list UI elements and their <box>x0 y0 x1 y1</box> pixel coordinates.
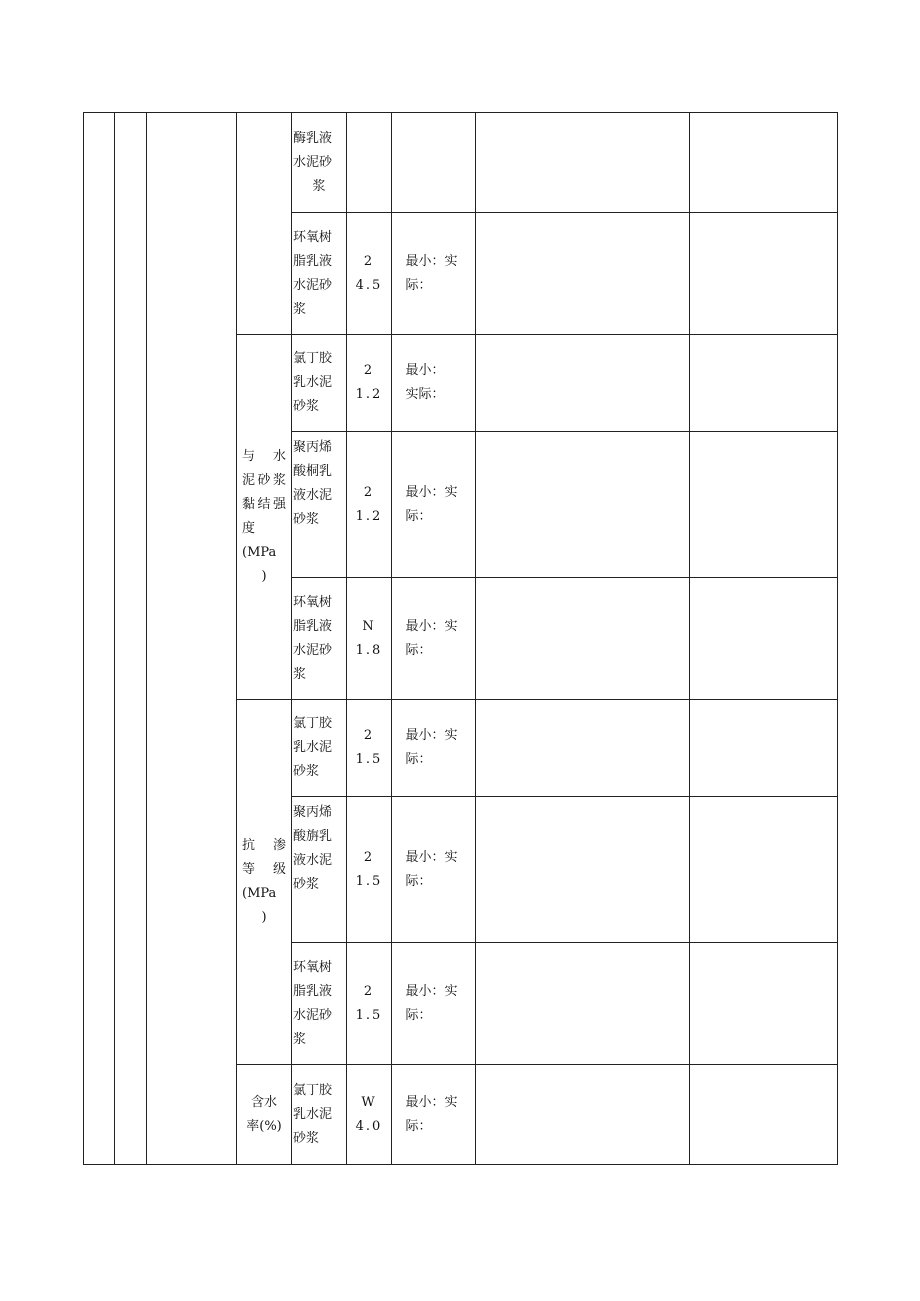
standard-line: 1.8 <box>355 642 383 658</box>
remark-cell[interactable] <box>690 700 838 797</box>
section-cell <box>147 113 237 1165</box>
table-row <box>84 113 838 213</box>
standard-cell <box>347 213 392 335</box>
measured-line: 最小：实 <box>405 728 458 743</box>
result-cell[interactable] <box>476 700 690 797</box>
material-line: 乳水泥 <box>293 1106 333 1122</box>
standard-cell <box>347 578 392 700</box>
material-line: 砂浆 <box>293 764 320 779</box>
measured-line: 最小：实 <box>405 983 458 999</box>
material-line: 脂乳液 <box>293 618 333 634</box>
material-line: 酸旃乳 <box>293 829 333 844</box>
material-line: 水泥砂 <box>293 1007 333 1023</box>
material-line: 砂浆 <box>293 512 320 527</box>
material-line: 脂乳液 <box>293 983 333 999</box>
result-cell[interactable] <box>476 797 690 943</box>
standard-line: 2 <box>363 484 375 500</box>
standard-line: 1.2 <box>355 387 383 402</box>
test-item-line: 度(MPa <box>242 521 277 560</box>
material-cell <box>292 335 347 432</box>
standard-line: 4.0 <box>355 1118 383 1134</box>
test-item-line: ) <box>261 569 267 584</box>
material-line: 砂浆 <box>293 877 320 892</box>
result-cell[interactable] <box>476 943 690 1065</box>
test-item-line: ) <box>261 910 267 925</box>
measured-line: 最小：实 <box>405 1094 458 1110</box>
standard-cell <box>347 797 392 943</box>
measured-cell <box>392 432 476 578</box>
material-cell <box>292 797 347 943</box>
standard-line: W <box>361 1094 377 1110</box>
standard-line: 1.2 <box>355 508 383 524</box>
standard-line: 1.5 <box>355 873 383 889</box>
standard-cell <box>347 1065 392 1165</box>
material-cell <box>292 113 347 213</box>
result-cell[interactable] <box>476 113 690 213</box>
test-item-line: 黏结强 <box>242 497 286 512</box>
measured-line: 际： <box>405 1007 432 1023</box>
measured-line: 实际： <box>405 387 445 402</box>
test-item-cell <box>237 335 292 700</box>
standard-line: 2 <box>363 983 375 999</box>
material-line: 环氧树 <box>293 229 333 245</box>
remark-cell[interactable] <box>690 432 838 578</box>
remark-cell[interactable] <box>690 335 838 432</box>
measured-cell <box>392 578 476 700</box>
measured-line: 际： <box>405 1118 432 1134</box>
standard-line: N <box>362 618 376 634</box>
material-line: 砂浆 <box>293 1130 320 1146</box>
standard-cell <box>347 943 392 1065</box>
test-item-line: 含水 <box>250 1094 277 1110</box>
test-item-cell <box>237 700 292 1065</box>
result-cell[interactable] <box>476 432 690 578</box>
index-cell <box>84 113 115 1165</box>
result-cell[interactable] <box>476 213 690 335</box>
material-line: 乳水泥 <box>293 740 333 755</box>
remark-cell[interactable] <box>690 113 838 213</box>
measured-cell <box>392 797 476 943</box>
material-line: 液水泥 <box>293 488 333 503</box>
measured-line: 最小：实 <box>405 618 458 634</box>
measured-cell <box>392 700 476 797</box>
test-item-cell <box>237 1065 292 1165</box>
material-cell <box>292 943 347 1065</box>
material-line: 聚丙烯 <box>293 440 333 455</box>
material-line: 乳水泥 <box>293 375 333 390</box>
material-cell <box>292 578 347 700</box>
material-cell <box>292 432 347 578</box>
measured-line: 际： <box>405 642 432 658</box>
measured-line: 最小：实 <box>405 253 458 269</box>
measured-line: 最小： <box>405 363 445 378</box>
standard-cell <box>347 432 392 578</box>
standard-line: 2 <box>363 253 375 269</box>
standard-line: 2 <box>363 728 375 743</box>
standard-line: 2 <box>363 363 375 378</box>
standard-cell <box>347 113 392 213</box>
remark-cell[interactable] <box>690 943 838 1065</box>
material-line: 氯丁胶 <box>293 351 333 366</box>
measured-cell <box>392 943 476 1065</box>
measured-cell <box>392 113 476 213</box>
material-line: 浆 <box>293 1031 307 1047</box>
test-item-line: 率(%) <box>246 1118 282 1134</box>
material-cell <box>292 213 347 335</box>
material-line: 浆 <box>293 301 307 317</box>
material-line: 液水泥 <box>293 853 333 868</box>
material-line: 环氧树 <box>293 959 333 975</box>
material-line: 水泥砂 <box>293 154 333 170</box>
category-cell <box>115 113 147 1165</box>
test-item-line: (MPa <box>242 886 277 901</box>
test-item-cell <box>237 113 292 335</box>
standard-cell <box>347 335 392 432</box>
standard-cell <box>347 700 392 797</box>
material-line: 环氧树 <box>293 594 333 610</box>
measured-line: 最小：实 <box>405 849 458 865</box>
result-cell[interactable] <box>476 335 690 432</box>
measured-line: 际： <box>405 508 432 524</box>
remark-cell[interactable] <box>690 1065 838 1165</box>
material-line: 聚丙烯 <box>293 805 333 820</box>
material-line: 脂乳液 <box>293 253 333 269</box>
standard-line: 1.5 <box>355 1007 383 1023</box>
material-line: 浆 <box>293 666 307 682</box>
remark-cell[interactable] <box>690 578 838 700</box>
test-item-line: 等 级 <box>242 862 286 877</box>
standard-line: 4.5 <box>355 277 383 293</box>
measured-line: 际： <box>405 752 432 767</box>
result-cell[interactable] <box>476 578 690 700</box>
material-cell <box>292 700 347 797</box>
standard-line: 2 <box>363 849 375 865</box>
remark-cell[interactable] <box>690 797 838 943</box>
test-item-line: 与 水 <box>242 449 286 464</box>
material-line: 氯丁胶 <box>293 1082 333 1098</box>
material-cell <box>292 1065 347 1165</box>
material-line: 酸桐乳 <box>293 464 333 479</box>
measured-cell <box>392 335 476 432</box>
result-cell[interactable] <box>476 1065 690 1165</box>
measured-line: 际： <box>405 873 432 889</box>
measured-cell <box>392 213 476 335</box>
remark-cell[interactable] <box>690 213 838 335</box>
spec-table <box>83 112 838 1165</box>
measured-line: 最小：实 <box>405 484 458 500</box>
material-line: 浆 <box>312 178 326 194</box>
test-item-line: 抗 渗 <box>242 838 286 853</box>
material-line: 砂浆 <box>293 399 320 414</box>
measured-line: 际： <box>405 277 432 293</box>
material-line: 氯丁胶 <box>293 716 333 731</box>
measured-cell <box>392 1065 476 1165</box>
material-line: 水泥砂 <box>293 277 333 293</box>
test-item-line: 泥砂浆 <box>242 473 286 488</box>
material-line: 酶乳液 <box>293 130 333 146</box>
standard-line: 1.5 <box>355 752 383 767</box>
material-line: 水泥砂 <box>293 642 333 658</box>
